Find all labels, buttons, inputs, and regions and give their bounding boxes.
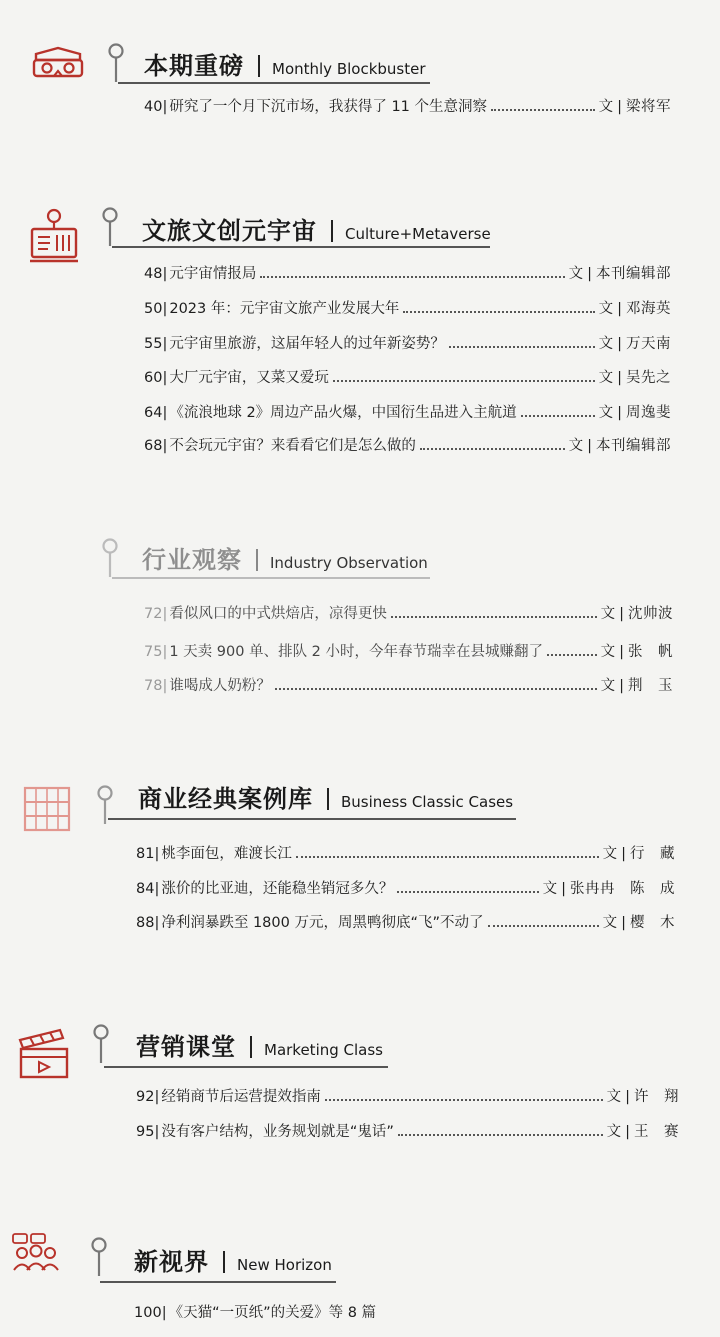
toc-entry[interactable]: 78 | 谁喝成人奶粉？ 文 | 荆 玉 bbox=[144, 678, 673, 694]
toc-entry[interactable]: 75 | 1 天卖 900 单、排队 2 小时，今年春节瑞幸在县城赚翻了 文 | 张 帆 bbox=[144, 644, 673, 660]
section-title bbox=[136, 1027, 383, 1062]
pin-icon bbox=[101, 206, 119, 248]
section-title-en: Culture+Metaverse bbox=[345, 225, 491, 243]
title-divider bbox=[258, 55, 260, 77]
section-title-zh: 营销课堂 bbox=[136, 1033, 236, 1061]
section-title bbox=[134, 1242, 332, 1277]
section-title-en: Marketing Class bbox=[264, 1041, 383, 1059]
bookshelf-icon bbox=[22, 785, 72, 833]
section-title-zh: 商业经典案例库 bbox=[138, 785, 313, 813]
section-underline bbox=[112, 577, 430, 579]
section-title-zh: 新视界 bbox=[134, 1248, 209, 1276]
section-title bbox=[138, 779, 513, 814]
toc-entry[interactable]: 48 | 元宇宙情报局 文 | 本刊编辑部 bbox=[144, 266, 671, 282]
section-underline bbox=[100, 1281, 336, 1283]
section-underline bbox=[104, 1066, 388, 1068]
toc-entry[interactable]: 55 | 元宇宙里旅游，这届年轻人的过年新姿势？ 文 | 万天南 bbox=[144, 336, 671, 352]
section-title-en: New Horizon bbox=[237, 1256, 332, 1274]
monitor-stage-icon bbox=[28, 207, 80, 265]
section-underline bbox=[108, 818, 516, 820]
section-title-en: Industry Observation bbox=[270, 554, 428, 572]
toc-entry[interactable]: 72 | 看似风口的中式烘焙店，凉得更快 文 | 沈帅波 bbox=[144, 606, 673, 622]
section-title-en: Monthly Blockbuster bbox=[272, 60, 426, 78]
section-title bbox=[144, 46, 426, 81]
title-divider bbox=[256, 549, 258, 571]
toc-entry[interactable]: 100 | 《天猫“一页纸”的关爱》等 8 篇 bbox=[134, 1305, 377, 1321]
section-title-zh: 行业观察 bbox=[142, 546, 242, 574]
toc-entry[interactable]: 64 | 《流浪地球 2》周边产品火爆，中国衍生品进入主航道 文 | 周逸斐 bbox=[144, 405, 671, 421]
section-title-en: Business Classic Cases bbox=[341, 793, 514, 811]
section-title bbox=[142, 540, 428, 575]
vr-headset-icon bbox=[30, 44, 86, 86]
group-chat-icon bbox=[10, 1232, 62, 1274]
section-title bbox=[142, 211, 491, 246]
title-divider bbox=[223, 1251, 225, 1273]
pin-icon bbox=[92, 1023, 110, 1065]
title-divider bbox=[331, 220, 333, 242]
pin-icon bbox=[90, 1236, 108, 1278]
section-underline bbox=[118, 82, 430, 84]
toc-entry[interactable]: 95 | 没有客户结构，业务规划就是“鬼话” 文 | 王 赛 bbox=[136, 1124, 679, 1140]
clapperboard-icon bbox=[16, 1026, 70, 1080]
toc-entry[interactable]: 50 | 2023 年：元宇宙文旅产业发展大年 文 | 邓海英 bbox=[144, 301, 671, 317]
toc-entry[interactable]: 84 | 涨价的比亚迪，还能稳坐销冠多久？ 文 | 张冉冉 陈 成 bbox=[136, 881, 675, 897]
toc-entry[interactable]: 40 | 研究了一个月下沉市场，我获得了 11 个生意洞察 文 | 梁将军 bbox=[144, 99, 671, 115]
title-divider bbox=[327, 788, 329, 810]
section-underline bbox=[112, 246, 490, 248]
section-title-zh: 本期重磅 bbox=[144, 52, 244, 80]
toc-entry[interactable]: 88 | 净利润暴跌至 1800 万元，周黑鸭彻底“飞”不动了 文 | 樱 木 bbox=[136, 915, 675, 931]
pin-icon bbox=[107, 42, 125, 84]
toc-entry[interactable]: 81 | 桃李面包，难渡长江 文 | 行 藏 bbox=[136, 846, 675, 862]
section-title-zh: 文旅文创元宇宙 bbox=[142, 217, 317, 245]
pin-icon bbox=[101, 537, 119, 579]
toc-entry[interactable]: 60 | 大厂元宇宙，又菜又爱玩 文 | 吴先之 bbox=[144, 370, 671, 386]
title-divider bbox=[250, 1036, 252, 1058]
toc-entry[interactable]: 92 | 经销商节后运营提效指南 文 | 许 翔 bbox=[136, 1089, 679, 1105]
toc-entry[interactable]: 68 | 不会玩元宇宙？来看看它们是怎么做的 文 | 本刊编辑部 bbox=[144, 438, 671, 454]
